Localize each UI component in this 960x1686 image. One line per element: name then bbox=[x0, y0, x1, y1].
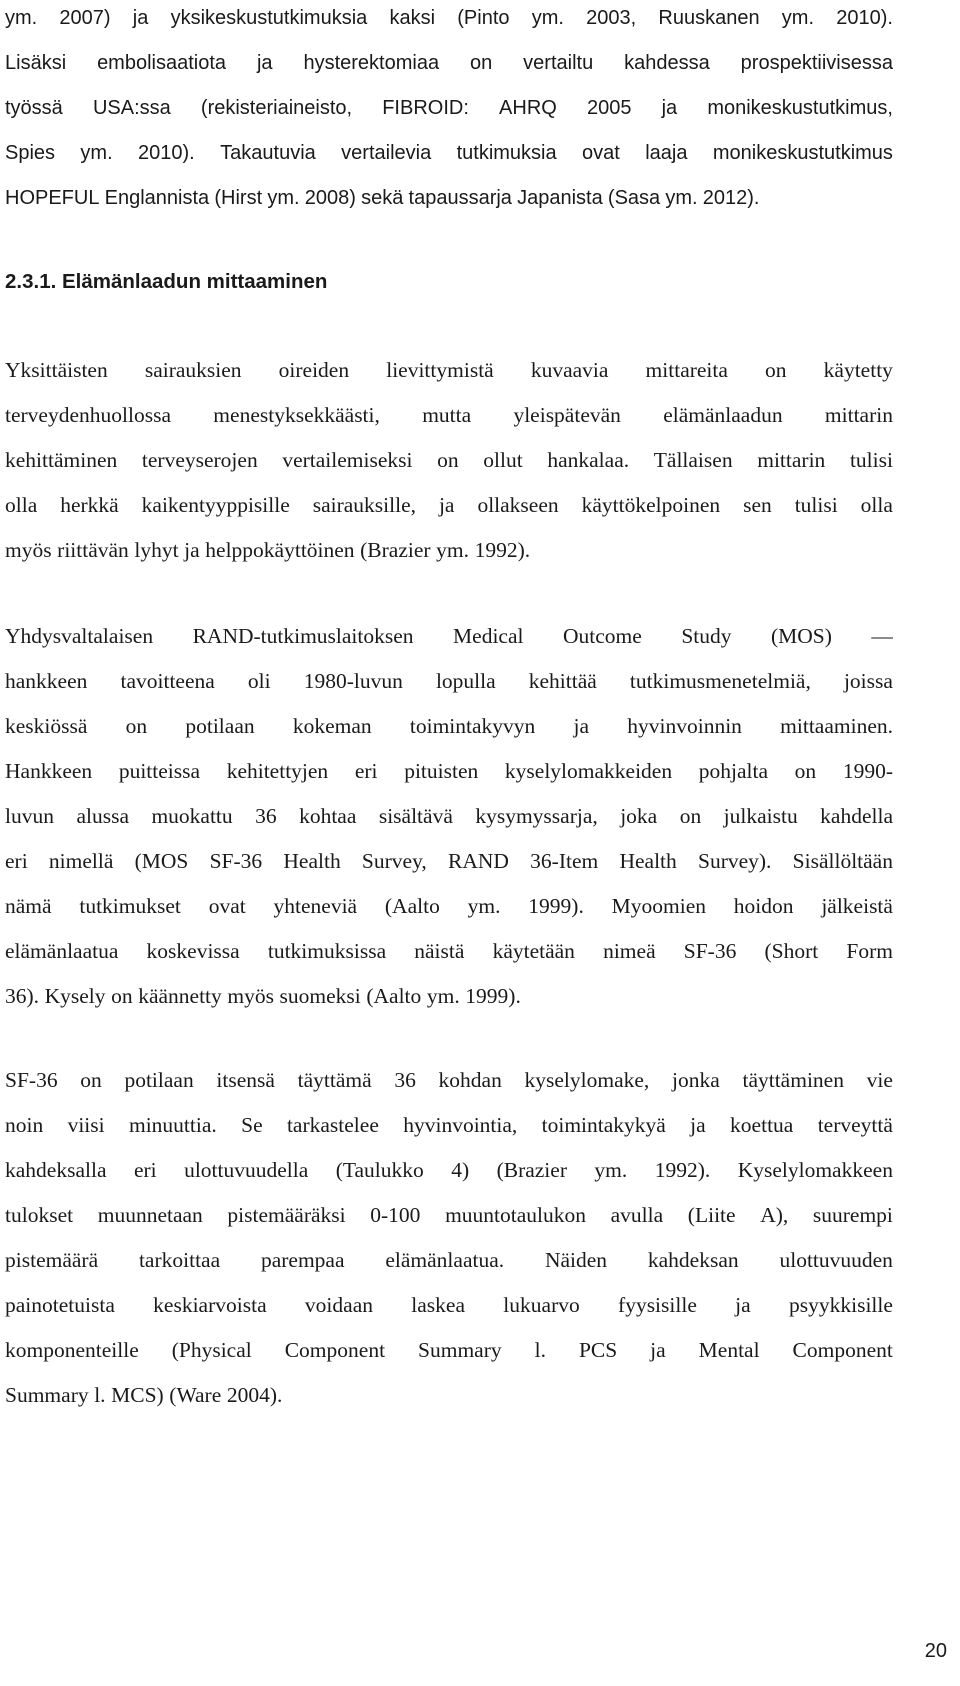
word: lukuarvo bbox=[503, 1293, 580, 1317]
word: 2008) bbox=[304, 187, 356, 209]
word: mittarin bbox=[757, 448, 826, 472]
word: (Hirst bbox=[214, 187, 263, 209]
word: monikeskustutkimus, bbox=[707, 97, 893, 119]
word: luvun bbox=[5, 804, 54, 828]
word: jonka bbox=[672, 1068, 720, 1092]
word: (MOS bbox=[134, 849, 189, 873]
word: tapaussarja bbox=[408, 187, 512, 209]
word: ja bbox=[132, 7, 149, 29]
word: 1992). bbox=[654, 1158, 711, 1182]
word: olla bbox=[5, 493, 38, 517]
word: käännetty bbox=[138, 984, 222, 1008]
word: parempaa bbox=[260, 1248, 345, 1272]
word: on bbox=[470, 52, 493, 74]
word: hankalaa. bbox=[547, 448, 630, 472]
word: Näiden bbox=[544, 1248, 608, 1272]
word: 2003, bbox=[586, 7, 637, 29]
word: ym. bbox=[467, 894, 501, 918]
text-line bbox=[5, 1376, 893, 1414]
word: Kysely bbox=[44, 984, 106, 1008]
text-line bbox=[5, 179, 893, 217]
word: kahdessa bbox=[624, 52, 710, 74]
word: on bbox=[679, 804, 702, 828]
word: nimeä bbox=[603, 939, 656, 963]
word: viisi bbox=[67, 1113, 105, 1137]
word: ja bbox=[661, 97, 678, 119]
word: kaksi bbox=[389, 7, 436, 29]
word: sisältävä bbox=[378, 804, 453, 828]
word: l. bbox=[534, 1338, 546, 1362]
word: 36 bbox=[255, 804, 277, 828]
word: oireiden bbox=[278, 358, 350, 382]
word: toimintakykyä bbox=[541, 1113, 666, 1137]
word: (MOS) bbox=[771, 624, 832, 648]
word: 2005 bbox=[586, 97, 632, 119]
word: avulla bbox=[610, 1203, 664, 1227]
word: tarkoittaa bbox=[138, 1248, 221, 1272]
word: Medical bbox=[453, 624, 524, 648]
word: pistemäärä bbox=[5, 1248, 99, 1272]
word: RAND bbox=[448, 849, 509, 873]
word: voidaan bbox=[304, 1293, 373, 1317]
word: sekä bbox=[361, 187, 404, 209]
word: eri bbox=[5, 849, 28, 873]
text-line bbox=[5, 0, 893, 37]
word: (Aalto bbox=[384, 894, 440, 918]
text-line bbox=[5, 1061, 893, 1099]
word: 1999). bbox=[528, 894, 584, 918]
word: (Physical bbox=[171, 1338, 252, 1362]
text-line bbox=[5, 396, 893, 434]
text-line bbox=[5, 1241, 893, 1279]
paragraph-lines bbox=[5, 617, 893, 1015]
word: hoidon bbox=[733, 894, 794, 918]
word: 1992). bbox=[474, 538, 531, 562]
word: USA:ssa bbox=[92, 97, 171, 119]
word: Englannista bbox=[104, 187, 210, 209]
word: psyykkisille bbox=[789, 1293, 893, 1317]
text-line bbox=[5, 1106, 893, 1144]
word: ja bbox=[735, 1293, 751, 1317]
word: 36 bbox=[394, 1068, 416, 1092]
word: eri bbox=[133, 1158, 157, 1182]
word: ulottuvuudella bbox=[184, 1158, 309, 1182]
word: kohdan bbox=[438, 1068, 502, 1092]
word: Summary bbox=[418, 1338, 502, 1362]
word: menestyksekkäästi, bbox=[213, 403, 380, 427]
word: ollakseen bbox=[477, 493, 559, 517]
word: HOPEFUL bbox=[5, 187, 100, 209]
word: Lisäksi bbox=[5, 52, 67, 74]
word: Mental bbox=[698, 1338, 760, 1362]
word: kahdeksalla bbox=[5, 1158, 107, 1182]
word: Japanista bbox=[517, 187, 603, 209]
text-line bbox=[5, 977, 893, 1015]
word: ym. bbox=[436, 538, 469, 562]
word: yksikeskustutkimuksia bbox=[170, 7, 368, 29]
word: Myoomien bbox=[611, 894, 706, 918]
word: sen bbox=[743, 493, 772, 517]
word: kuvaavia bbox=[530, 358, 609, 382]
word: tavoitteena bbox=[120, 669, 215, 693]
word: pituisten bbox=[404, 759, 479, 783]
text-line bbox=[5, 441, 893, 479]
word: painotetuista bbox=[5, 1293, 115, 1317]
word: ja bbox=[184, 538, 200, 562]
word: on bbox=[437, 448, 459, 472]
word: näistä bbox=[414, 939, 465, 963]
word: (Ware bbox=[169, 1383, 222, 1407]
word: tarkastelee bbox=[286, 1113, 379, 1137]
word: — bbox=[871, 624, 893, 648]
text-line bbox=[5, 797, 893, 835]
word: puitteissa bbox=[118, 759, 201, 783]
word: mittaaminen. bbox=[780, 714, 893, 738]
word: tulokset bbox=[5, 1203, 74, 1227]
word: sairauksien bbox=[144, 358, 242, 382]
word: hankkeen bbox=[5, 669, 88, 693]
word: työssä bbox=[5, 97, 63, 119]
word: kohtaa bbox=[299, 804, 357, 828]
text-line bbox=[5, 1196, 893, 1234]
word: ym. bbox=[531, 7, 564, 29]
word: mittarin bbox=[824, 403, 893, 427]
word: Component bbox=[792, 1338, 893, 1362]
word: (Taulukko bbox=[335, 1158, 424, 1182]
word: (Pinto bbox=[457, 7, 510, 29]
word: suomeksi bbox=[279, 984, 361, 1008]
word: (Liite bbox=[687, 1203, 736, 1227]
word: yleispätevän bbox=[513, 403, 621, 427]
word: tulisi bbox=[794, 493, 838, 517]
word: 36-Item bbox=[530, 849, 599, 873]
text-line bbox=[5, 932, 893, 970]
word: Form bbox=[846, 939, 893, 963]
word: ym. bbox=[426, 984, 460, 1008]
word: ja bbox=[438, 493, 455, 517]
word: 1980-luvun bbox=[303, 669, 403, 693]
word: SF-36 bbox=[209, 849, 263, 873]
word: alussa bbox=[76, 804, 129, 828]
word: pistemääräksi bbox=[227, 1203, 346, 1227]
word: keskiössä bbox=[5, 714, 88, 738]
word: MCS) bbox=[111, 1383, 164, 1407]
word: tutkimuksissa bbox=[267, 939, 387, 963]
word: Kyselylomakkeen bbox=[737, 1158, 893, 1182]
word: yhteneviä bbox=[273, 894, 358, 918]
word: kehitettyjen bbox=[226, 759, 329, 783]
word: vertailevia bbox=[341, 142, 432, 164]
word: ym. bbox=[267, 187, 300, 209]
word: PCS bbox=[578, 1338, 618, 1362]
word: hyvinvoinnin bbox=[627, 714, 742, 738]
section-heading: 2.3.1. Elämänlaadun mittaaminen bbox=[5, 270, 328, 293]
word: vie bbox=[866, 1068, 893, 1092]
text-line bbox=[5, 842, 893, 880]
word: Tällaisen bbox=[653, 448, 733, 472]
word: vertailemiseksi bbox=[282, 448, 413, 472]
text-line bbox=[5, 1286, 893, 1324]
word: (Short bbox=[764, 939, 819, 963]
word: SF-36 bbox=[683, 939, 737, 963]
word: Health bbox=[283, 849, 341, 873]
word: ym. bbox=[665, 187, 698, 209]
word: koettua bbox=[730, 1113, 794, 1137]
word: myös bbox=[227, 984, 274, 1008]
word: kehittäminen bbox=[5, 448, 118, 472]
word: on bbox=[80, 1068, 102, 1092]
word: Spies bbox=[5, 142, 56, 164]
word: täyttämä bbox=[297, 1068, 372, 1092]
text-line bbox=[5, 351, 893, 389]
paragraph-lines bbox=[5, 351, 893, 569]
paragraph-lines bbox=[5, 1061, 893, 1414]
word: (Aalto bbox=[366, 984, 422, 1008]
word: olla bbox=[860, 493, 893, 517]
word: lopulla bbox=[435, 669, 496, 693]
text-line bbox=[5, 44, 893, 82]
text-line bbox=[5, 752, 893, 790]
word: suurempi bbox=[812, 1203, 893, 1227]
word: Yksittäisten bbox=[5, 358, 108, 382]
word: (Brazier bbox=[360, 538, 431, 562]
word: 2010). bbox=[138, 142, 195, 164]
word: fyysisille bbox=[618, 1293, 697, 1317]
word: elämänlaatua. bbox=[385, 1248, 505, 1272]
word: potilaan bbox=[185, 714, 255, 738]
word: Health bbox=[619, 849, 677, 873]
word: Survey, bbox=[361, 849, 427, 873]
text-line bbox=[5, 887, 893, 925]
word: käyttökelpoinen bbox=[581, 493, 721, 517]
text-line bbox=[5, 617, 893, 655]
word: (rekisteriaineisto, bbox=[200, 97, 353, 119]
word: ja bbox=[573, 714, 590, 738]
word: terveydenhuollossa bbox=[5, 403, 171, 427]
word: laskea bbox=[411, 1293, 465, 1317]
word: kaikentyyppisille bbox=[141, 493, 290, 517]
word: 2012). bbox=[702, 187, 760, 209]
word: jälkeistä bbox=[821, 894, 893, 918]
word: tutkimuksia bbox=[456, 142, 557, 164]
word: (Brazier bbox=[496, 1158, 567, 1182]
word: sairauksille, bbox=[312, 493, 416, 517]
word: on bbox=[765, 358, 787, 382]
text-line bbox=[5, 707, 893, 745]
word: kahdeksan bbox=[647, 1248, 739, 1272]
word: 0-100 bbox=[370, 1203, 421, 1227]
word: käytetty bbox=[823, 358, 893, 382]
word: Ruuskanen bbox=[658, 7, 760, 29]
word: käytetään bbox=[492, 939, 575, 963]
word: 1999). bbox=[465, 984, 521, 1008]
word: kahdella bbox=[820, 804, 893, 828]
word: ulottuvuuden bbox=[779, 1248, 893, 1272]
word: ja bbox=[690, 1113, 706, 1137]
word: mutta bbox=[422, 403, 472, 427]
intro-lines bbox=[5, 0, 893, 217]
word: RAND-tutkimuslaitoksen bbox=[192, 624, 414, 648]
word: terveyttä bbox=[817, 1113, 893, 1137]
word: Study bbox=[681, 624, 732, 648]
word: ym. bbox=[5, 7, 38, 29]
word: tutkimusmenetelmiä, bbox=[629, 669, 811, 693]
word: julkaistu bbox=[723, 804, 798, 828]
word: embolisaatiota bbox=[97, 52, 227, 74]
text-line bbox=[5, 89, 893, 127]
word: tutkimukset bbox=[79, 894, 181, 918]
text-line bbox=[5, 1151, 893, 1189]
word: 1990- bbox=[842, 759, 893, 783]
word: kokeman bbox=[292, 714, 372, 738]
word: Outcome bbox=[563, 624, 642, 648]
word: toimintakyvyn bbox=[409, 714, 536, 738]
word: ollut bbox=[483, 448, 523, 472]
word: joissa bbox=[843, 669, 893, 693]
word: pohjalta bbox=[698, 759, 769, 783]
word: koskevissa bbox=[146, 939, 240, 963]
word: mittareita bbox=[645, 358, 728, 382]
word: prospektiivisessa bbox=[740, 52, 893, 74]
text-line bbox=[5, 134, 893, 172]
word: elämänlaatua bbox=[5, 939, 119, 963]
word: nimellä bbox=[48, 849, 114, 873]
word: kyselylomake, bbox=[524, 1068, 650, 1092]
word: vertailtu bbox=[523, 52, 594, 74]
word: Yhdysvaltalaisen bbox=[5, 624, 154, 648]
word: elämänlaadun bbox=[663, 403, 783, 427]
word: muokattu bbox=[151, 804, 233, 828]
word: lyhyt bbox=[134, 538, 179, 562]
word: ja bbox=[650, 1338, 666, 1362]
word: Survey). bbox=[697, 849, 772, 873]
word: lievittymistä bbox=[386, 358, 494, 382]
word: l. bbox=[94, 1383, 106, 1407]
word: tulisi bbox=[849, 448, 893, 472]
word: joka bbox=[620, 804, 658, 828]
word: FIBROID: bbox=[382, 97, 469, 119]
word: ym. bbox=[781, 7, 815, 29]
word: ym. bbox=[594, 1158, 628, 1182]
word: AHRQ bbox=[499, 97, 557, 119]
word: (Sasa bbox=[607, 187, 661, 209]
word: 2007) bbox=[59, 7, 111, 29]
word: Component bbox=[284, 1338, 386, 1362]
text-line bbox=[5, 486, 893, 524]
word: 4) bbox=[451, 1158, 470, 1182]
word: 2004). bbox=[226, 1383, 283, 1407]
word: muuntotaulukon bbox=[445, 1203, 586, 1227]
word: hysterektomiaa bbox=[303, 52, 440, 74]
word: A), bbox=[760, 1203, 789, 1227]
word: on bbox=[794, 759, 817, 783]
page-number: 20 bbox=[924, 1640, 947, 1662]
word: on bbox=[125, 714, 148, 738]
word: kyselylomakkeiden bbox=[504, 759, 673, 783]
word: monikeskustutkimus bbox=[712, 142, 893, 164]
word: potilaan bbox=[124, 1068, 194, 1092]
word: terveyserojen bbox=[141, 448, 258, 472]
word: muunnetaan bbox=[97, 1203, 203, 1227]
word: nämä bbox=[5, 894, 52, 918]
word: ovat bbox=[208, 894, 246, 918]
word: hyvinvointia, bbox=[403, 1113, 518, 1137]
word: Hankkeen bbox=[5, 759, 93, 783]
word: laaja bbox=[645, 142, 688, 164]
word: riittävän bbox=[57, 538, 129, 562]
word: komponenteille bbox=[5, 1338, 139, 1362]
word: eri bbox=[354, 759, 378, 783]
word: 36). bbox=[5, 984, 40, 1008]
word: 2010). bbox=[836, 7, 893, 29]
word: Takautuvia bbox=[220, 142, 316, 164]
word: oli bbox=[247, 669, 271, 693]
word: Se bbox=[241, 1113, 263, 1137]
word: on bbox=[111, 984, 133, 1008]
word: ovat bbox=[582, 142, 620, 164]
word: ym. bbox=[80, 142, 113, 164]
word: keskiarvoista bbox=[153, 1293, 267, 1317]
word: myös bbox=[5, 538, 52, 562]
word: Sisällöltään bbox=[792, 849, 893, 873]
text-line bbox=[5, 531, 893, 569]
word: täyttäminen bbox=[742, 1068, 844, 1092]
word: helppokäyttöinen bbox=[205, 538, 355, 562]
word: kysymyssarja, bbox=[475, 804, 598, 828]
word: SF-36 bbox=[5, 1068, 58, 1092]
word: Summary bbox=[5, 1383, 89, 1407]
text-line bbox=[5, 662, 893, 700]
word: itsensä bbox=[216, 1068, 275, 1092]
word: kehittää bbox=[528, 669, 597, 693]
word: herkkä bbox=[60, 493, 119, 517]
word: ja bbox=[256, 52, 273, 74]
text-line bbox=[5, 1331, 893, 1369]
word: minuuttia. bbox=[128, 1113, 217, 1137]
word: noin bbox=[5, 1113, 44, 1137]
